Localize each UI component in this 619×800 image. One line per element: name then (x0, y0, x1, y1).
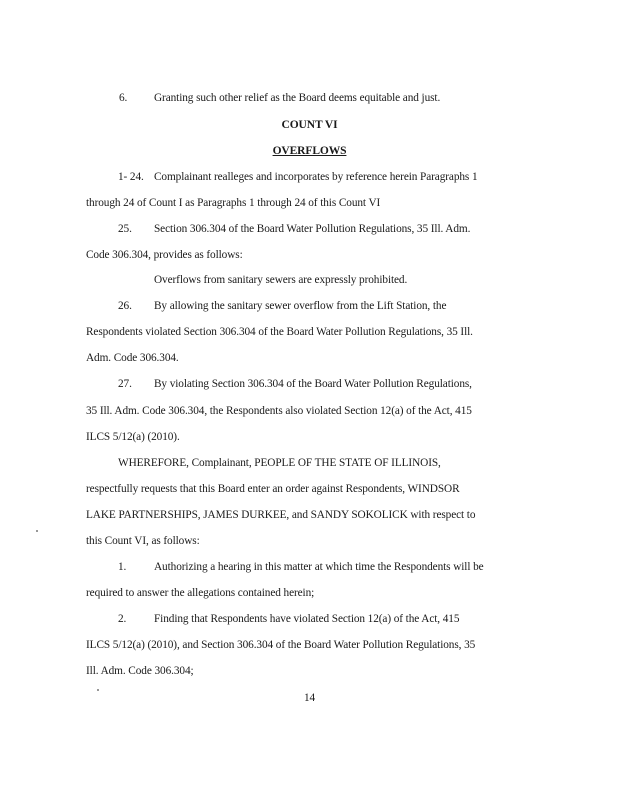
paragraph-26-line-3: Adm. Code 306.304. (86, 352, 179, 364)
item-2-line-3: Ill. Adm. Code 306.304; (86, 665, 194, 677)
item-2-line-1: Finding that Respondents have violated Section 12(a) of the Act, 415 (154, 613, 460, 625)
count-heading: COUNT VI (281, 119, 338, 131)
paragraph-25-line-1: Section 306.304 of the Board Water Pollution Regulations, 35 Ill. Adm. (154, 223, 471, 235)
wherefore-line-1: WHEREFORE, Complainant, PEOPLE OF THE STATE OF ILLINOIS, (118, 457, 441, 469)
paragraph-27-line-1: By violating Section 306.304 of the Board Water Pollution Regulations, (154, 378, 472, 390)
paragraph-26-line-1: By allowing the sanitary sewer overflow from the Lift Station, the (154, 300, 447, 312)
paragraph-27-line-3: ILCS 5/12(a) (2010). (86, 431, 180, 443)
item-2-line-2: ILCS 5/12(a) (2010), and Section 306.304 of the Board Water Pollution Regulations, 35 (86, 639, 476, 651)
item-1-line-2: required to answer the allegations contained herein; (86, 587, 315, 599)
item-6-number: 6. (119, 92, 128, 104)
paragraph-1-24-line-1: Complainant realleges and incorporates by reference herein Paragraphs 1 (154, 171, 478, 183)
paragraph-26-line-2: Respondents violated Section 306.304 of the Board Water Pollution Regulations, 35 Ill. (86, 326, 473, 338)
wherefore-line-3: LAKE PARTNERSHIPS, JAMES DURKEE, and SANDY SOKOLICK with respect to (86, 509, 476, 521)
item-6-text: Granting such other relief as the Board deems equitable and just. (154, 92, 441, 104)
paragraph-27-number: 27. (118, 378, 132, 390)
wherefore-line-4: this Count VI, as follows: (86, 535, 200, 547)
paragraph-25-number: 25. (118, 223, 132, 235)
item-2-number: 2. (118, 613, 127, 625)
paragraph-27-line-2: 35 Ill. Adm. Code 306.304, the Respondents also violated Section 12(a) of the Act, 415 (86, 405, 472, 417)
item-1-line-1: Authorizing a hearing in this matter at which time the Respondents will be (154, 561, 484, 573)
scan-speck (97, 689, 99, 691)
scan-speck (36, 530, 38, 532)
item-1-number: 1. (118, 561, 127, 573)
paragraph-1-24-number: 1- 24. (118, 171, 144, 183)
paragraph-25-quote: Overflows from sanitary sewers are expressly prohibited. (154, 274, 408, 286)
page-number: 14 (303, 692, 316, 704)
paragraph-26-number: 26. (118, 300, 132, 312)
paragraph-1-24-line-2: through 24 of Count I as Paragraphs 1 through 24 of this Count VI (86, 197, 381, 209)
paragraph-25-line-2: Code 306.304, provides as follows: (86, 249, 243, 261)
wherefore-line-2: respectfully requests that this Board enter an order against Respondents, WINDSOR (86, 483, 460, 495)
count-subheading: OVERFLOWS (272, 145, 347, 157)
